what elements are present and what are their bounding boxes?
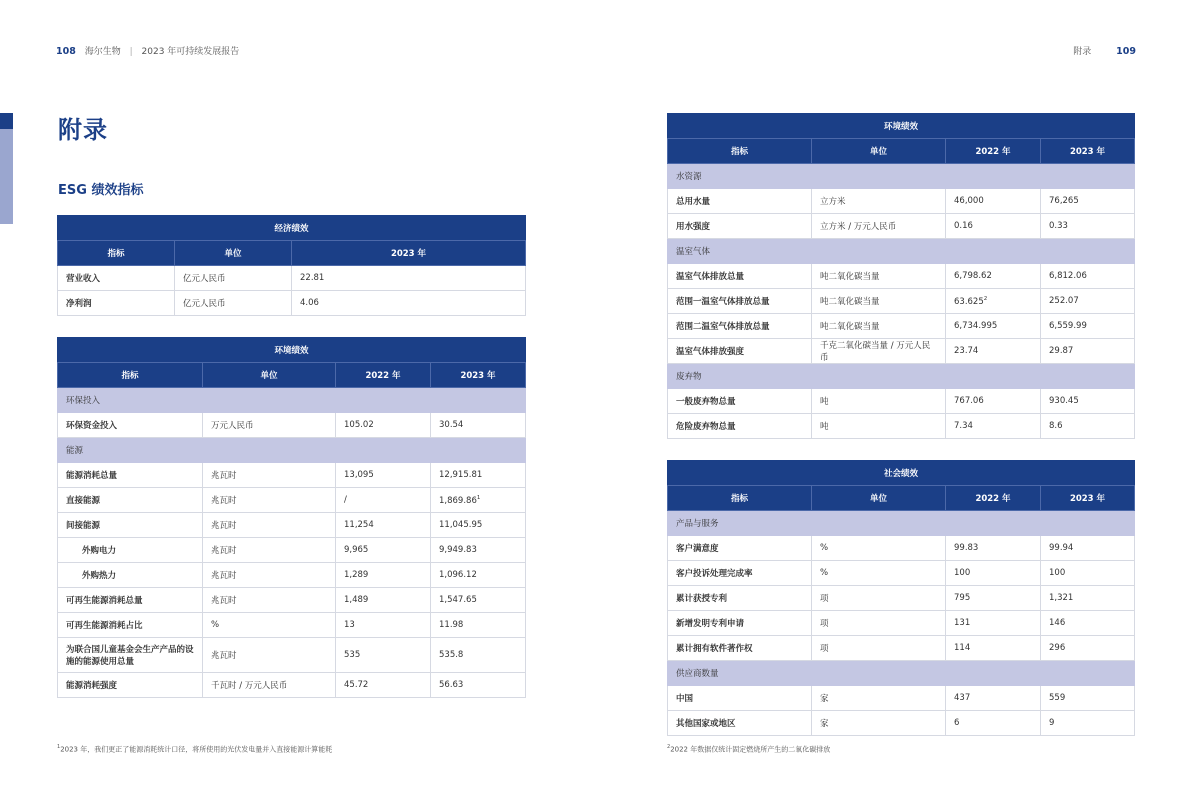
unit-cell: 兆瓦时 bbox=[203, 463, 336, 488]
indicator-cell: 可再生能源消耗总量 bbox=[58, 588, 203, 613]
value-text: 63.625 bbox=[954, 296, 984, 307]
value-2022-cell: 767.06 bbox=[946, 389, 1041, 414]
environmental-performance-table-right bbox=[667, 113, 1135, 439]
unit-cell: % bbox=[812, 536, 946, 561]
indicator-cell: 其他国家或地区 bbox=[668, 711, 812, 736]
value-2023-cell: 100 bbox=[1041, 561, 1135, 586]
indicator-cell: 外购热力 bbox=[58, 563, 203, 588]
column-header: 单位 bbox=[203, 363, 336, 388]
unit-cell: 项 bbox=[812, 586, 946, 611]
unit-cell: 兆瓦时 bbox=[203, 538, 336, 563]
table-row bbox=[668, 636, 1135, 661]
value-2022-cell: 437 bbox=[946, 686, 1041, 711]
column-header: 单位 bbox=[175, 241, 292, 266]
value-2023-cell: 11.98 bbox=[431, 613, 526, 638]
page-header-right bbox=[1073, 44, 1136, 57]
unit-cell: % bbox=[812, 561, 946, 586]
value-2023-cell: 11,045.95 bbox=[431, 513, 526, 538]
unit-cell: 吨 bbox=[812, 414, 946, 439]
table-caption: 环境绩效 bbox=[668, 114, 1135, 139]
indicator-cell: 营业收入 bbox=[58, 266, 175, 291]
table-row bbox=[58, 291, 526, 316]
page-header-left bbox=[56, 44, 239, 57]
indicator-cell: 危险废弃物总量 bbox=[668, 414, 812, 439]
value-2022-cell: / bbox=[336, 488, 431, 513]
group-row: 水资源 bbox=[668, 164, 1135, 189]
social-performance-table bbox=[667, 460, 1135, 736]
value-2022-cell: 535 bbox=[336, 638, 431, 673]
value-2022-cell: 114 bbox=[946, 636, 1041, 661]
table-row bbox=[668, 561, 1135, 586]
table-row bbox=[58, 513, 526, 538]
value-2023-cell: 6,559.99 bbox=[1041, 314, 1135, 339]
value-2023-cell: 296 bbox=[1041, 636, 1135, 661]
indicator-cell: 外购电力 bbox=[58, 538, 203, 563]
value-2023-cell: 9,949.83 bbox=[431, 538, 526, 563]
table-row bbox=[58, 488, 526, 513]
unit-cell: 项 bbox=[812, 611, 946, 636]
section-marker-accent bbox=[0, 113, 13, 129]
unit-cell: 兆瓦时 bbox=[203, 513, 336, 538]
value-2022-cell: 11,254 bbox=[336, 513, 431, 538]
value-2023-cell: 12,915.81 bbox=[431, 463, 526, 488]
value-2022-cell: 0.16 bbox=[946, 214, 1041, 239]
table-row bbox=[668, 686, 1135, 711]
table-row bbox=[58, 463, 526, 488]
table-row bbox=[668, 711, 1135, 736]
group-row: 产品与服务 bbox=[668, 511, 1135, 536]
environmental-performance-table-left bbox=[57, 337, 526, 698]
indicator-cell: 累计拥有软件著作权 bbox=[668, 636, 812, 661]
value-2023-cell: 9 bbox=[1041, 711, 1135, 736]
column-header: 2023 年 bbox=[1041, 139, 1135, 164]
value-2022-cell: 13,095 bbox=[336, 463, 431, 488]
footnote-left bbox=[57, 744, 332, 754]
value-2023-cell: 30.54 bbox=[431, 413, 526, 438]
value-2022-cell: 9,965 bbox=[336, 538, 431, 563]
indicator-cell: 客户满意度 bbox=[668, 536, 812, 561]
indicator-cell: 为联合国儿童基金会生产产品的设施的能源使用总量 bbox=[58, 638, 203, 673]
unit-cell: 千瓦时 / 万元人民币 bbox=[203, 673, 336, 698]
table-row bbox=[58, 613, 526, 638]
table-row bbox=[58, 563, 526, 588]
column-header: 指标 bbox=[58, 241, 175, 266]
value-2023-cell: 252.07 bbox=[1041, 289, 1135, 314]
unit-cell: 吨 bbox=[812, 389, 946, 414]
value-2023-cell: 8.6 bbox=[1041, 414, 1135, 439]
footnote-number: 2 bbox=[667, 744, 671, 750]
unit-cell: 兆瓦时 bbox=[203, 488, 336, 513]
unit-cell: 兆瓦时 bbox=[203, 588, 336, 613]
table-row bbox=[58, 538, 526, 563]
indicator-cell: 温室气体排放强度 bbox=[668, 339, 812, 364]
group-row: 环保投入 bbox=[58, 388, 526, 413]
value-2022-cell: 100 bbox=[946, 561, 1041, 586]
value-2022-cell: 13 bbox=[336, 613, 431, 638]
column-header: 2022 年 bbox=[336, 363, 431, 388]
value-2022-cell: 6,734.995 bbox=[946, 314, 1041, 339]
unit-cell: 亿元人民币 bbox=[175, 266, 292, 291]
table-row bbox=[668, 289, 1135, 314]
group-row: 供应商数量 bbox=[668, 661, 1135, 686]
column-header: 2023 年 bbox=[1041, 486, 1135, 511]
value-2022-cell: 795 bbox=[946, 586, 1041, 611]
table-row bbox=[58, 266, 526, 291]
unit-cell: 吨二氧化碳当量 bbox=[812, 264, 946, 289]
unit-cell: 吨二氧化碳当量 bbox=[812, 314, 946, 339]
unit-cell: % bbox=[203, 613, 336, 638]
group-row: 能源 bbox=[58, 438, 526, 463]
value-2022-cell: 6,798.62 bbox=[946, 264, 1041, 289]
footnote-mark: 1 bbox=[476, 494, 481, 501]
table-row bbox=[58, 588, 526, 613]
indicator-cell: 新增发明专利申请 bbox=[668, 611, 812, 636]
table-row bbox=[668, 389, 1135, 414]
value-2023-cell: 559 bbox=[1041, 686, 1135, 711]
value-2022-cell: 99.83 bbox=[946, 536, 1041, 561]
unit-cell: 立方米 / 万元人民币 bbox=[812, 214, 946, 239]
table-row bbox=[58, 638, 526, 673]
unit-cell: 吨二氧化碳当量 bbox=[812, 289, 946, 314]
indicator-cell: 可再生能源消耗占比 bbox=[58, 613, 203, 638]
table-caption: 社会绩效 bbox=[668, 461, 1135, 486]
table-row bbox=[668, 264, 1135, 289]
table-row bbox=[668, 339, 1135, 364]
column-header: 2023 年 bbox=[292, 241, 526, 266]
value-2022-cell: 1,489 bbox=[336, 588, 431, 613]
value-2022-cell: 46,000 bbox=[946, 189, 1041, 214]
footnote-right bbox=[667, 744, 830, 754]
value-2023-cell: 99.94 bbox=[1041, 536, 1135, 561]
indicator-cell: 客户投诉处理完成率 bbox=[668, 561, 812, 586]
value-2023-cell: 29.87 bbox=[1041, 339, 1135, 364]
indicator-cell: 中国 bbox=[668, 686, 812, 711]
value-2022-cell: 1,289 bbox=[336, 563, 431, 588]
column-header: 单位 bbox=[812, 486, 946, 511]
table-caption: 经济绩效 bbox=[58, 216, 526, 241]
indicator-cell: 净利润 bbox=[58, 291, 175, 316]
value-2023-cell: 56.63 bbox=[431, 673, 526, 698]
value-2023-cell: 6,812.06 bbox=[1041, 264, 1135, 289]
economic-performance-table bbox=[57, 215, 526, 316]
table-row bbox=[668, 314, 1135, 339]
unit-cell: 立方米 bbox=[812, 189, 946, 214]
indicator-cell: 一般废弃物总量 bbox=[668, 389, 812, 414]
column-header: 2022 年 bbox=[946, 139, 1041, 164]
value-cell: 22.81 bbox=[292, 266, 526, 291]
indicator-cell: 直接能源 bbox=[58, 488, 203, 513]
unit-cell: 家 bbox=[812, 686, 946, 711]
value-2022-cell: 23.74 bbox=[946, 339, 1041, 364]
table-row bbox=[58, 673, 526, 698]
table-row bbox=[668, 214, 1135, 239]
unit-cell: 千克二氧化碳当量 / 万元人民币 bbox=[812, 339, 946, 364]
group-row: 废弃物 bbox=[668, 364, 1135, 389]
indicator-cell: 累计获授专利 bbox=[668, 586, 812, 611]
table-row bbox=[668, 611, 1135, 636]
footnote-text: 2023 年，我们更正了能源消耗统计口径，将所使用的光伏发电量并入直接能源计算能耗 bbox=[60, 745, 333, 754]
unit-cell: 家 bbox=[812, 711, 946, 736]
value-2022-cell bbox=[946, 289, 1041, 314]
value-2023-cell: 1,321 bbox=[1041, 586, 1135, 611]
value-2023-cell: 1,547.65 bbox=[431, 588, 526, 613]
table-row bbox=[668, 586, 1135, 611]
indicator-cell: 用水强度 bbox=[668, 214, 812, 239]
unit-cell: 兆瓦时 bbox=[203, 638, 336, 673]
unit-cell: 万元人民币 bbox=[203, 413, 336, 438]
column-header: 2022 年 bbox=[946, 486, 1041, 511]
value-2023-cell: 0.33 bbox=[1041, 214, 1135, 239]
unit-cell: 兆瓦时 bbox=[203, 563, 336, 588]
indicator-cell: 范围二温室气体排放总量 bbox=[668, 314, 812, 339]
indicator-cell: 能源消耗总量 bbox=[58, 463, 203, 488]
report-title: 2023 年可持续发展报告 bbox=[141, 47, 240, 57]
column-header: 指标 bbox=[668, 139, 812, 164]
column-header: 2023 年 bbox=[431, 363, 526, 388]
table-row bbox=[668, 189, 1135, 214]
value-2023-cell: 1,096.12 bbox=[431, 563, 526, 588]
value-2023-cell: 146 bbox=[1041, 611, 1135, 636]
value-cell: 4.06 bbox=[292, 291, 526, 316]
value-2022-cell: 7.34 bbox=[946, 414, 1041, 439]
value-2022-cell: 131 bbox=[946, 611, 1041, 636]
right-page-number: 109 bbox=[1116, 46, 1136, 57]
footnote-number: 1 bbox=[57, 744, 61, 750]
footnote-mark: 2 bbox=[983, 295, 988, 302]
group-row: 温室气体 bbox=[668, 239, 1135, 264]
table-row bbox=[58, 413, 526, 438]
indicator-cell: 间接能源 bbox=[58, 513, 203, 538]
table-caption: 环境绩效 bbox=[58, 338, 526, 363]
value-2023-cell: 76,265 bbox=[1041, 189, 1135, 214]
section-marker-bar bbox=[0, 113, 13, 224]
value-2023-cell bbox=[431, 488, 526, 513]
right-section-name: 附录 bbox=[1073, 47, 1092, 57]
value-2023-cell: 535.8 bbox=[431, 638, 526, 673]
column-header: 指标 bbox=[668, 486, 812, 511]
value-2022-cell: 6 bbox=[946, 711, 1041, 736]
section-title: ESG 绩效指标 bbox=[58, 183, 144, 198]
table-row bbox=[668, 414, 1135, 439]
value-2022-cell: 105.02 bbox=[336, 413, 431, 438]
column-header: 指标 bbox=[58, 363, 203, 388]
value-2023-cell: 930.45 bbox=[1041, 389, 1135, 414]
indicator-cell: 总用水量 bbox=[668, 189, 812, 214]
column-header: 单位 bbox=[812, 139, 946, 164]
unit-cell: 亿元人民币 bbox=[175, 291, 292, 316]
indicator-cell: 范围一温室气体排放总量 bbox=[668, 289, 812, 314]
unit-cell: 项 bbox=[812, 636, 946, 661]
table-row bbox=[668, 536, 1135, 561]
indicator-cell: 环保资金投入 bbox=[58, 413, 203, 438]
value-text: 1,869.86 bbox=[439, 495, 477, 506]
value-2022-cell: 45.72 bbox=[336, 673, 431, 698]
company-name: 海尔生物 bbox=[84, 47, 121, 57]
header-divider: | bbox=[129, 47, 133, 57]
page-title: 附录 bbox=[58, 116, 108, 144]
left-page-number: 108 bbox=[56, 46, 76, 57]
indicator-cell: 能源消耗强度 bbox=[58, 673, 203, 698]
indicator-cell: 温室气体排放总量 bbox=[668, 264, 812, 289]
footnote-text: 2022 年数据仅统计固定燃烧所产生的二氧化碳排放 bbox=[670, 745, 831, 754]
